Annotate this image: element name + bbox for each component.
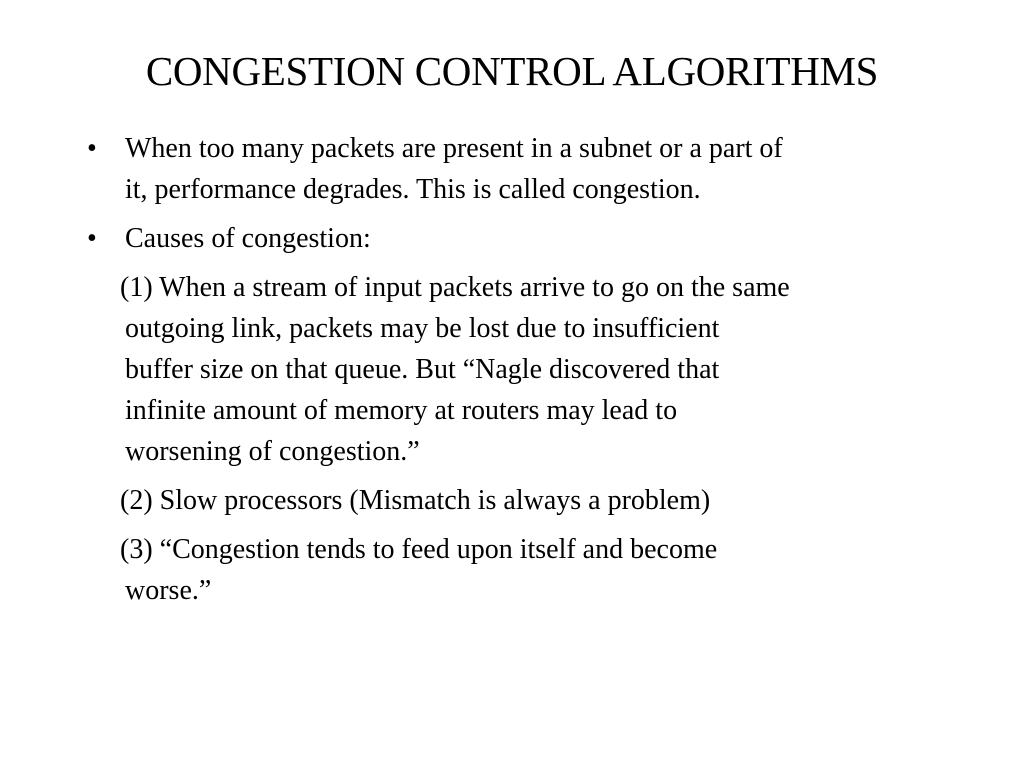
- bullet-marker: •: [87, 223, 97, 254]
- bullet-1-line-1: When too many packets are present in a subnet or a part of: [125, 133, 783, 164]
- cause-1-line-3: buffer size on that queue. But “Nagle discovered that: [125, 354, 720, 385]
- cause-3-line-1: (3) “Congestion tends to feed upon itself and become: [120, 534, 718, 565]
- cause-1-line-1: (1) When a stream of input packets arrive to go on the same: [120, 272, 790, 303]
- slide-title: CONGESTION CONTROL ALGORITHMS: [145, 48, 879, 94]
- cause-1-line-5: worsening of congestion.”: [125, 436, 420, 467]
- cause-2-line-1: (2) Slow processors (Mismatch is always a problem): [120, 485, 711, 516]
- cause-1-line-4: infinite amount of memory at routers may lead to: [125, 395, 678, 426]
- bullet-2-line-1: Causes of congestion:: [125, 223, 371, 254]
- bullet-1-line-2: it, performance degrades. This is called congestion.: [125, 174, 701, 205]
- cause-1-line-2: outgoing link, packets may be lost due to insufficient: [125, 313, 720, 344]
- bullet-marker: •: [87, 133, 97, 164]
- cause-3-line-2: worse.”: [125, 575, 212, 606]
